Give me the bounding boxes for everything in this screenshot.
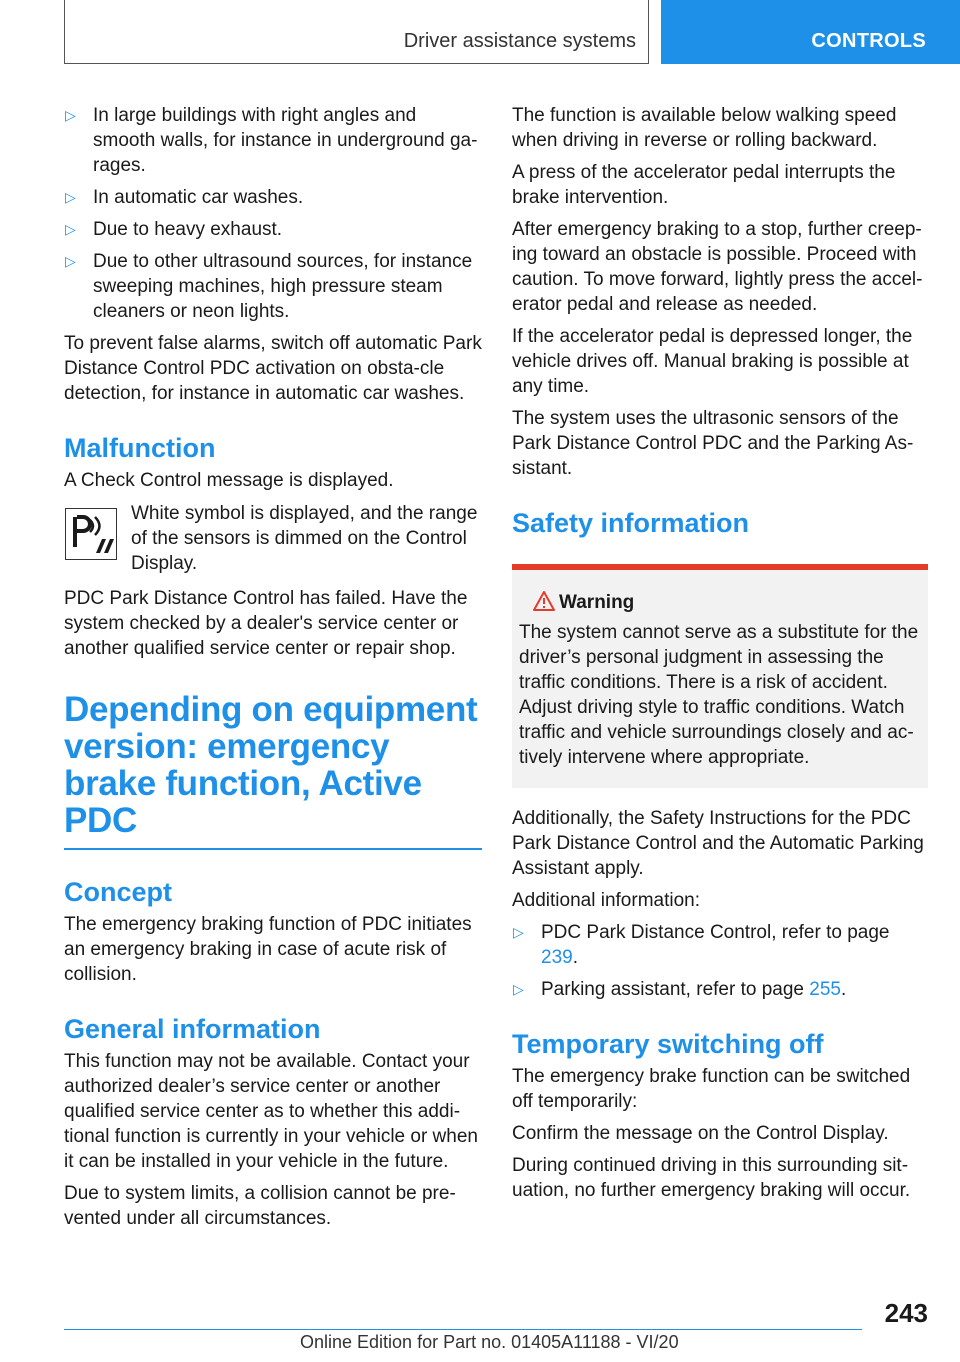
temporary-switching-off-heading: Temporary switching off bbox=[512, 1029, 824, 1059]
temporary-paragraph-1: The emergency brake function can be switched off temporarily: bbox=[512, 1066, 911, 1112]
page-link-255[interactable]: 255 bbox=[809, 979, 841, 1000]
function-paragraph: The function is available below walking speed when driving in reverse or rolling backward. bbox=[512, 105, 897, 151]
list-item: ▷ Parking assistant, refer to page 255. bbox=[513, 979, 847, 1000]
list-item: ▷ In large buildings with right angles and smooth walls, for instance in underground ga‐rages. bbox=[65, 105, 478, 176]
header-section-box bbox=[64, 0, 649, 64]
controls-tab-label: CONTROLS bbox=[811, 30, 926, 52]
symbol-row bbox=[64, 501, 482, 576]
bullet-list-top bbox=[64, 103, 482, 324]
list-item: ▷ In automatic car washes. bbox=[65, 187, 304, 208]
drive-off-paragraph: If the accelerator pedal is depressed longer, the vehicle drives off. Manual braking is possible at any time. bbox=[512, 326, 913, 397]
accelerator-paragraph: A press of the accelerator pedal interrupts the brake intervention. bbox=[512, 162, 896, 208]
triangle-bullet-icon: ▷ bbox=[513, 924, 524, 940]
footer-divider bbox=[64, 1329, 862, 1330]
system-limits-paragraph: Due to system limits, a collision cannot be pre‐vented under all circumstances. bbox=[64, 1183, 456, 1229]
warning-text: The system cannot serve as a substitute for the driver’s personal judgment in assessing the traffic conditions. There is a risk of accident. Adjust driving style to traffic conditions. Watch traffic and vehicle surroundings closely and ac‐tively intervene where appropriate. bbox=[519, 622, 919, 768]
malfunction-paragraph: A Check Control message is displayed. bbox=[64, 470, 394, 491]
right-column bbox=[512, 103, 928, 1210]
temporary-paragraph-3: During continued driving in this surrounding sit‐uation, no further emergency braking will occur. bbox=[512, 1155, 911, 1201]
section-title: Driver assistance systems bbox=[403, 30, 636, 52]
triangle-bullet-icon: ▷ bbox=[65, 189, 76, 205]
additional-info-label: Additional information: bbox=[512, 890, 700, 911]
list-item: ▷ Due to heavy exhaust. bbox=[65, 219, 283, 240]
triangle-bullet-icon: ▷ bbox=[65, 107, 76, 123]
pdc-sensor-icon bbox=[65, 508, 117, 560]
false-alarm-paragraph: To prevent false alarms, switch off automatic Park Distance Control PDC activation on obsta‐cle detection, for instance in automatic car washes. bbox=[64, 333, 482, 404]
failed-paragraph: PDC Park Distance Control has failed. Have the system checked by a dealer's service center or another qualified service center or repair shop. bbox=[64, 588, 468, 659]
edition-footer: Online Edition for Part no. 01405A11188 - VI/20 bbox=[300, 1332, 679, 1352]
list-item: ▷ Due to other ultrasound sources, for instance sweeping machines, high pressure steam cleaners or neon lights. bbox=[65, 251, 473, 322]
symbol-description: White symbol is displayed, and the range of the sensors is dimmed on the Control Display. bbox=[131, 503, 478, 574]
triangle-bullet-icon: ▷ bbox=[65, 221, 76, 237]
page-link-239[interactable]: 239 bbox=[541, 947, 573, 968]
list-item: ▷ PDC Park Distance Control, refer to page 239. bbox=[513, 922, 890, 968]
creep-paragraph: After emergency braking to a stop, further creep‐ing toward an obstacle is possible. Proceed with caution. To move forward, lightly press the accel‐erator pedal and release as needed. bbox=[512, 219, 923, 315]
temporary-paragraph-2: Confirm the message on the Control Display. bbox=[512, 1123, 889, 1144]
safety-information-heading: Safety information bbox=[512, 508, 750, 538]
triangle-bullet-icon: ▷ bbox=[513, 981, 524, 997]
general-information-heading: General information bbox=[64, 1014, 321, 1044]
concept-paragraph: The emergency braking function of PDC initiates an emergency braking in case of acute risk of collision. bbox=[64, 914, 472, 985]
reference-list bbox=[512, 920, 928, 1002]
sensors-paragraph: The system uses the ultrasonic sensors of the Park Distance Control PDC and the Parking As‐sistant. bbox=[512, 408, 914, 479]
concept-heading: Concept bbox=[64, 877, 172, 907]
triangle-bullet-icon: ▷ bbox=[65, 253, 76, 269]
controls-tab[interactable] bbox=[661, 0, 960, 64]
main-heading: Depending on equipment version: emergency brake function, Active PDC bbox=[64, 690, 478, 840]
page-number: 243 bbox=[884, 1298, 928, 1328]
warning-icon bbox=[533, 591, 555, 611]
warning-title: Warning bbox=[559, 592, 635, 613]
general-information-paragraph: This function may not be available. Contact your authorized dealer’s service center or another qualified service center as to whether this addi‐tional function is currently in your vehicle or when it can be installed in your vehicle in the future. bbox=[64, 1051, 478, 1172]
left-column bbox=[64, 103, 482, 1238]
warning-header bbox=[519, 590, 921, 615]
heading-divider bbox=[64, 848, 482, 850]
malfunction-heading: Malfunction bbox=[64, 433, 216, 463]
additional-paragraph: Additionally, the Safety Instructions for the PDC Park Distance Control and the Automatic Parking Assistant apply. bbox=[512, 808, 924, 879]
warning-box bbox=[512, 570, 928, 788]
